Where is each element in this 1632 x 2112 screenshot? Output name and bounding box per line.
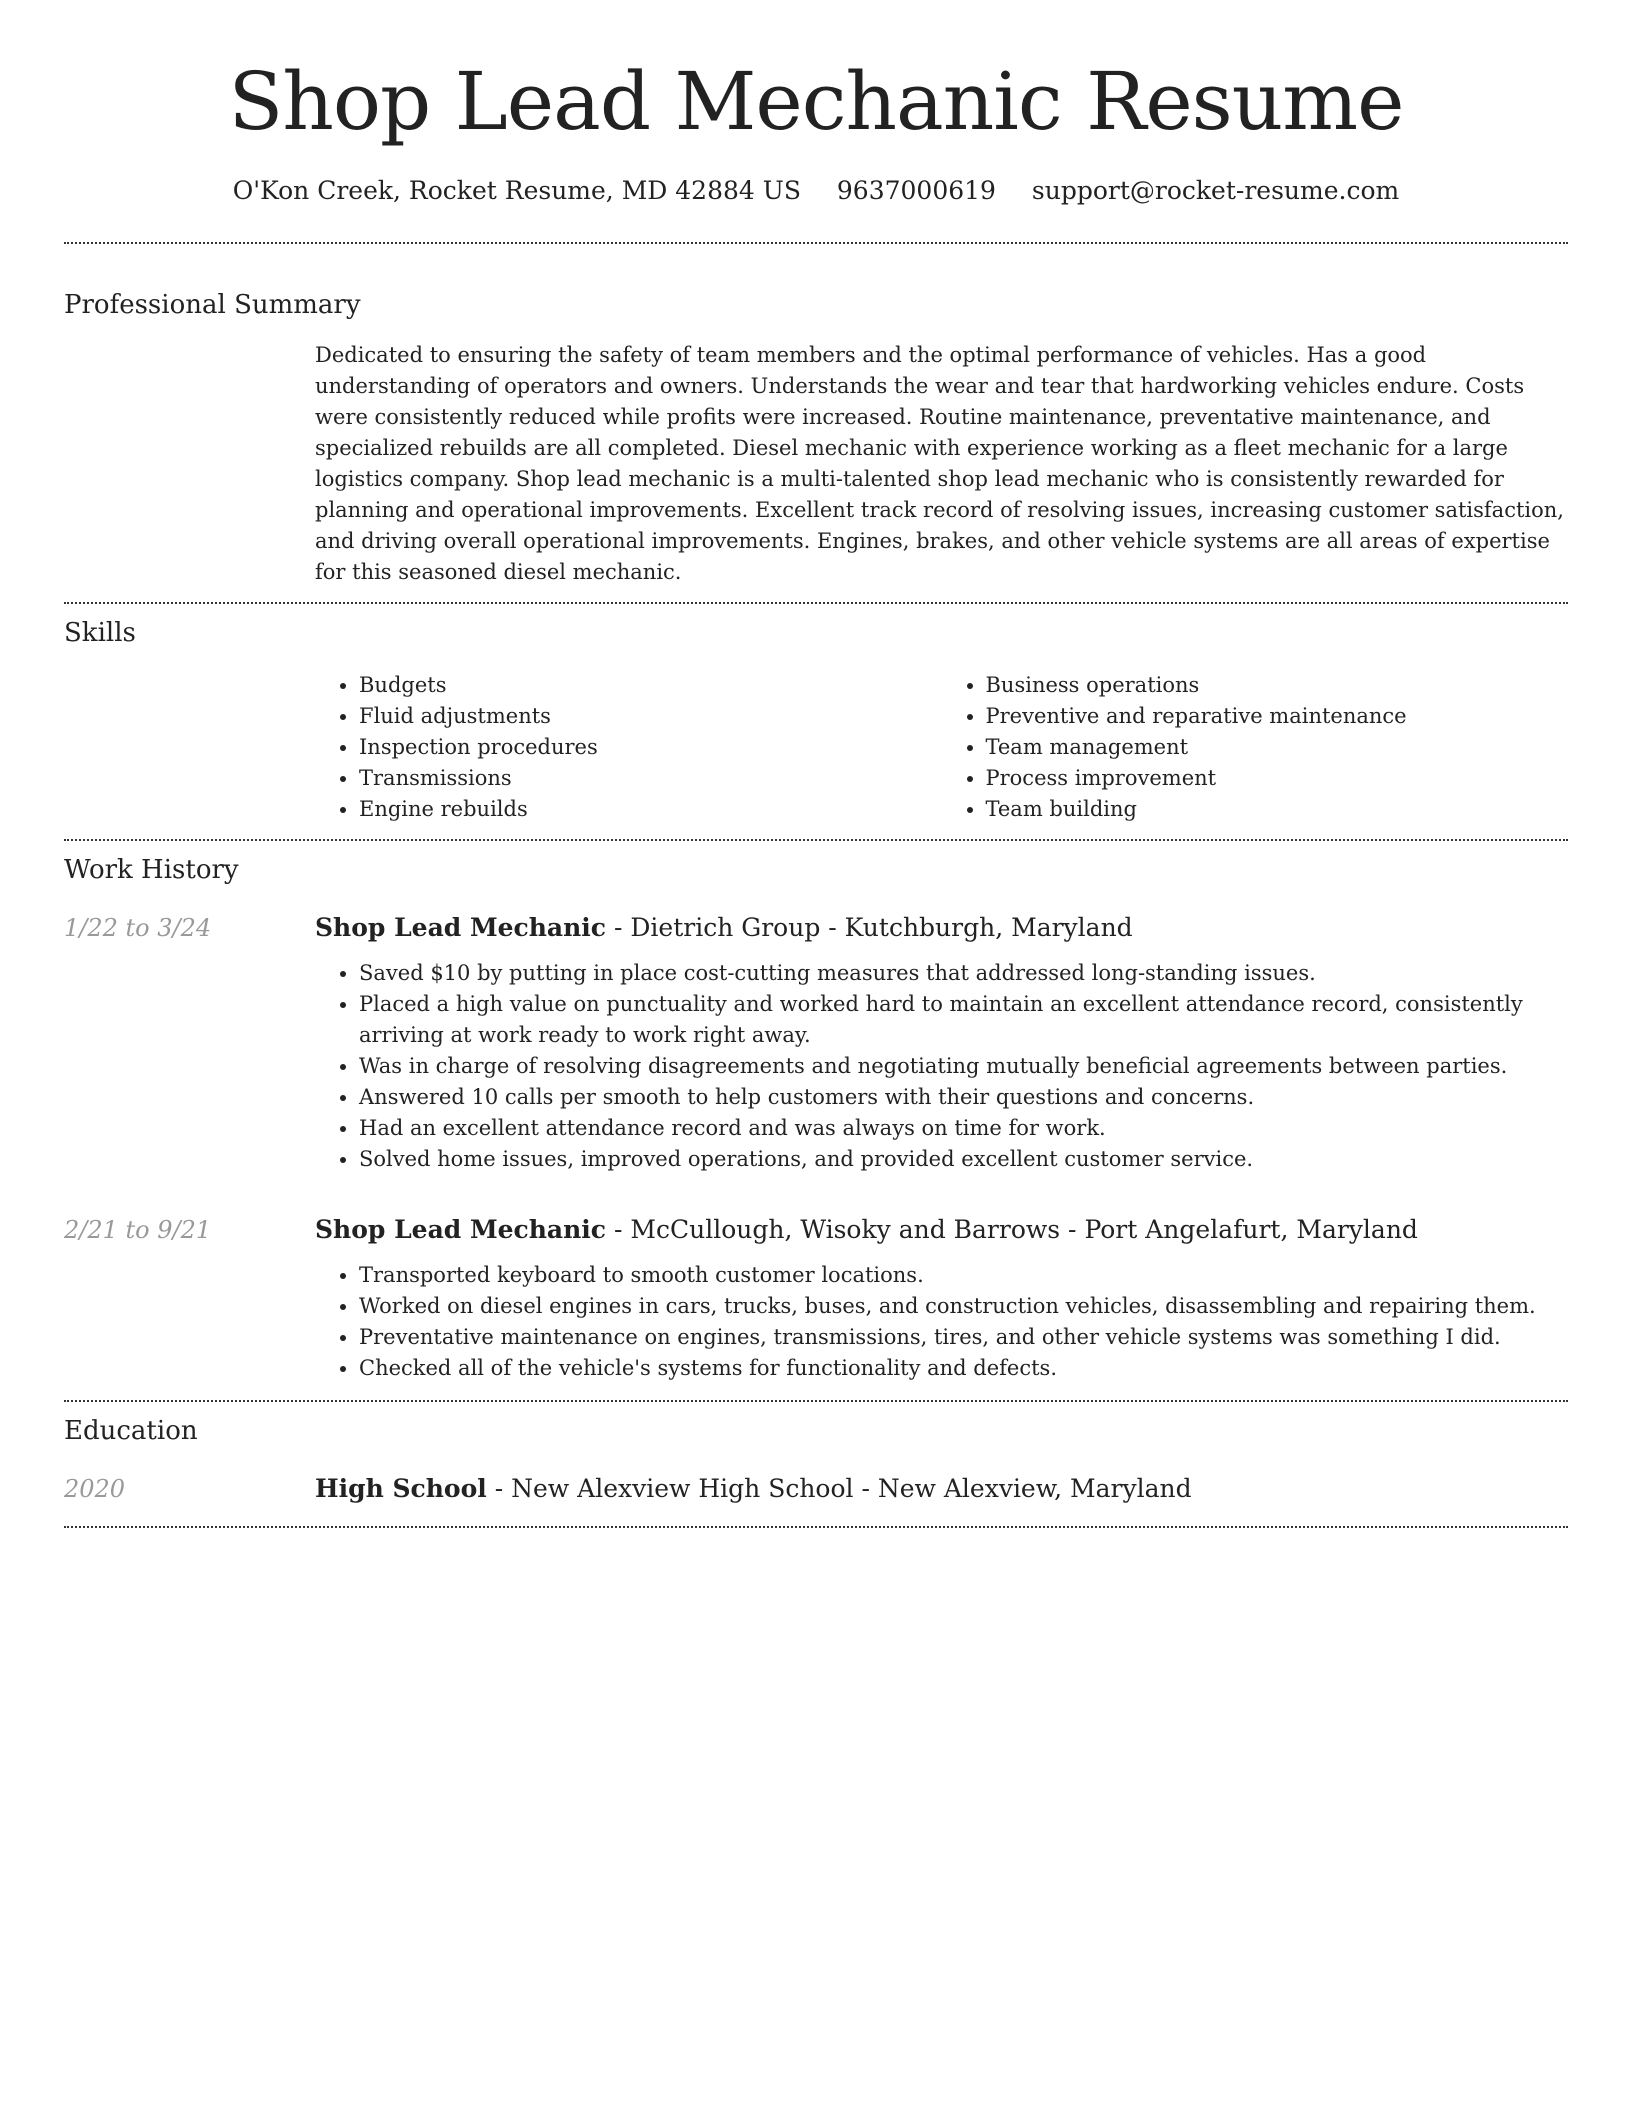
- job-heading: [315, 911, 1568, 945]
- skill-item: • Team management: [986, 732, 1569, 763]
- skill-item: • Transmissions: [359, 763, 942, 794]
- job-bullet: • Worked on diesel engines in cars, trucks, buses, and construction vehicles, disassembling and repairing them.: [359, 1291, 1568, 1322]
- skills-grid: [315, 670, 1568, 825]
- job-bullet: • Saved $10 by putting in place cost-cutting measures that addressed long-standing issues.: [359, 958, 1568, 989]
- summary-heading: Professional Summary: [64, 290, 361, 320]
- work-history-section: [64, 853, 1568, 1384]
- education-school-location: - New Alexview High School - New Alexview, Maryland: [486, 1474, 1192, 1503]
- job-bullet: • Solved home issues, improved operations, and provided excellent customer service.: [359, 1144, 1568, 1175]
- skill-item: • Team building: [986, 794, 1569, 825]
- skills-column-left: [315, 670, 942, 825]
- education-section: [64, 1414, 1568, 1506]
- divider: [64, 1400, 1568, 1402]
- education-year: 2020: [64, 1475, 126, 1503]
- job-bullet: • Placed a high value on punctuality and worked hard to maintain an excellent attendance record, consistently arriving at work ready to work right away.: [359, 989, 1568, 1051]
- education-body: [315, 1472, 1568, 1506]
- work-history-heading: Work History: [64, 855, 239, 885]
- education-degree: High School: [315, 1474, 487, 1503]
- job-entry: [64, 1213, 1568, 1384]
- job-employer-location: - McCullough, Wisoky and Barrows - Port Angelafurt, Maryland: [606, 1215, 1418, 1244]
- job-bullet: • Had an excellent attendance record and was always on time for work.: [359, 1113, 1568, 1144]
- contact-phone: 9637000619: [836, 176, 996, 205]
- resume-title: Shop Lead Mechanic Resume: [228, 55, 1404, 148]
- job-bullet: • Transported keyboard to smooth customer locations.: [359, 1260, 1568, 1291]
- job-dates: 1/22 to 3/24: [64, 914, 212, 942]
- summary-text: Dedicated to ensuring the safety of team members and the optimal performance of vehicles. Has a good understanding of operators and owners. Understands the wear and tear that hardworking vehicles endure. Costs were consistently reduced while profits were increased. Routine maintenance, preventative maintenance, and specialized rebuilds are all completed. Diesel mechanic with experience working as a fleet mechanic for a large logistics company. Shop lead mechanic is a multi-talented shop lead mechanic who is consistently rewarded for planning and operational improvements. Excellent track record of resolving issues, increasing customer satisfaction, and driving overall operational improvements. Engines, brakes, and other vehicle systems are all areas of expertise for this seasoned diesel mechanic.: [315, 343, 1564, 584]
- skill-item: • Inspection procedures: [359, 732, 942, 763]
- divider: [64, 242, 1568, 244]
- job-bullet: • Checked all of the vehicle's systems for functionality and defects.: [359, 1353, 1568, 1384]
- job-dates: 2/21 to 9/21: [64, 1216, 212, 1244]
- job-employer-location: - Dietrich Group - Kutchburgh, Maryland: [606, 913, 1133, 942]
- job-body: [315, 911, 1568, 1175]
- job-entry: [64, 911, 1568, 1175]
- divider: [64, 1526, 1568, 1528]
- skill-item: • Preventive and reparative maintenance: [986, 701, 1569, 732]
- job-heading: [315, 1213, 1568, 1247]
- skills-heading: Skills: [64, 618, 136, 648]
- summary-section: [64, 288, 1568, 588]
- skill-item: • Fluid adjustments: [359, 701, 942, 732]
- education-heading-line: [315, 1472, 1568, 1506]
- skill-item: • Business operations: [986, 670, 1569, 701]
- skills-column-right: [942, 670, 1569, 825]
- skill-item: • Engine rebuilds: [359, 794, 942, 825]
- job-title: Shop Lead Mechanic: [315, 1215, 607, 1244]
- divider: [64, 602, 1568, 604]
- education-heading: Education: [64, 1416, 198, 1446]
- job-title: Shop Lead Mechanic: [315, 913, 607, 942]
- job-bullet: • Was in charge of resolving disagreements and negotiating mutually beneficial agreements between parties.: [359, 1051, 1568, 1082]
- job-body: [315, 1213, 1568, 1384]
- contact-line: [64, 174, 1568, 208]
- contact-address: O'Kon Creek, Rocket Resume, MD 42884 US: [232, 176, 801, 205]
- job-bullets: [315, 958, 1568, 1175]
- contact-email: support@rocket-resume.com: [1031, 176, 1400, 205]
- job-bullets: [315, 1260, 1568, 1384]
- job-bullet: • Preventative maintenance on engines, transmissions, tires, and other vehicle systems was something I did.: [359, 1322, 1568, 1353]
- skills-section: [64, 616, 1568, 825]
- divider: [64, 839, 1568, 841]
- skill-item: • Budgets: [359, 670, 942, 701]
- job-bullet: • Answered 10 calls per smooth to help customers with their questions and concerns.: [359, 1082, 1568, 1113]
- education-entry: [64, 1472, 1568, 1506]
- skill-item: • Process improvement: [986, 763, 1569, 794]
